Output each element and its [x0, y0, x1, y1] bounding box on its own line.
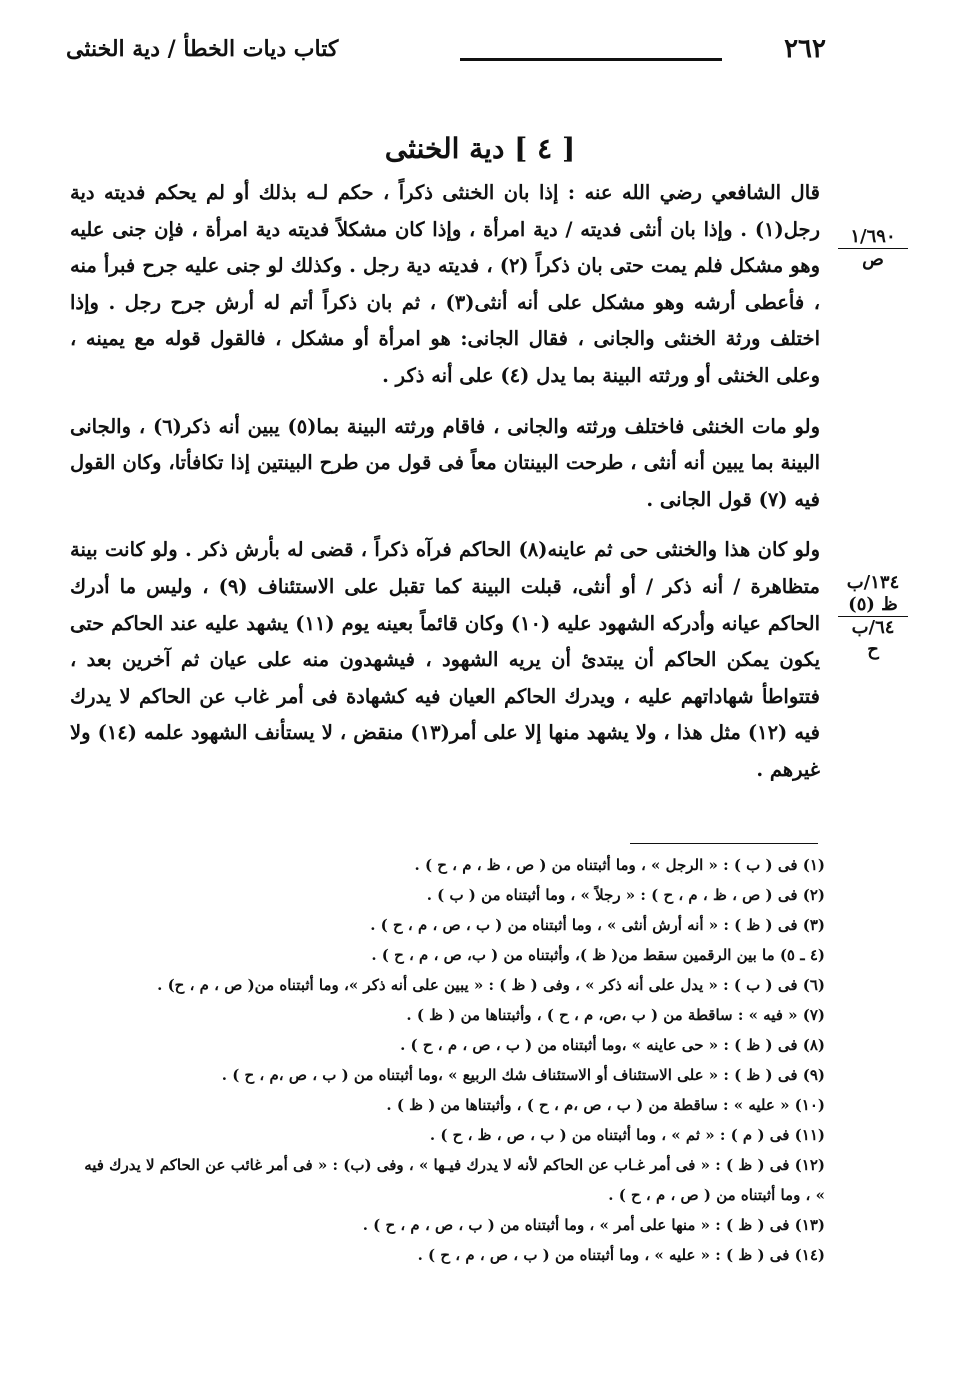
footnote: (١١) فى ( م ) : « ثم » ، وما أثبتناه من ( ب ، ص ، ظ ، ح ) . — [429, 1126, 825, 1144]
margin-ref-line: ١٣٤/ب — [846, 572, 900, 593]
margin-ref-line: ظ (٥) — [838, 594, 908, 617]
footnote: (١٢) فى ( ظ ) : « فى أمر غـاب عن الحاكم لأنه لا يدرك فيـها » ، وفى (ب) : « فى أمر غائب عن الحاكم لا يدرك فيه » ، وما أثبتناه من ( ص ، م ، ح ) . — [84, 1156, 825, 1204]
paragraph: ولو كان هذا والخنثى حى ثم عاينه(٨) الحاكم فرآه ذكراً ، قضى له بأرش ذكر . ولو كانت بينة متظاهرة / أنه ذكر / أو أنثى، قبلت البينة كما تقبل على الاستئناف (٩) ، وليس ما أدرك الحاكم عيانه وأدركه الشهود عليه (١٠) وكان قائماً بعينه يوم (١١) يشهد عليه عند الحاكم حتى يكون يمكن الحاكم أن يبتدئ أن يريه الشهود ، فيشهدون منه على عيان ثم آخرين بعد ، فتتواطأ شهاداتهم عليه ، ويدرك الحاكم العيان فيه كشهادة فى أمر غاب عن الحاكم لا يدرك فيه (١٢) مثل هذا ، ولا يشهد منها إلا على أمر(١٣) منقض ، لا يستأنف الشهود علمه (١٤) ولا غيرهم . — [70, 538, 820, 781]
main-text — [70, 175, 820, 789]
footnote: (١٠) « عليه » : ساقطة من ( ب ، ص ،م ، ح ) ، وأثبتناها من ( ظ ) . — [386, 1096, 825, 1114]
page-header — [66, 28, 826, 76]
margin-ref-line: ٦٤/ب — [851, 617, 895, 638]
margin-ref-folio: ١/٦٩٠ — [838, 226, 908, 249]
section-title: [ ٤ ] دية الخنثى — [384, 132, 576, 165]
header-rule — [460, 58, 722, 61]
paragraph: ولو مات الخنثى فاختلف ورثته والجانى ، فاقام ورثته البينة بما(٥) يبين أنه ذكر(٦) ، والجانى البينة بما يبين أنه أنثى ، طرحت البينتان معاً فى قول من طرح البينتين إذا تكافأتا، وكان القول فيه (٧) قول الجانى . — [70, 414, 820, 511]
footnote: (٣) فى ( ظ ) : « أنه أرش أنثى » ، وما أثبتناه من ( ب ، ص ، م ، ح ) . — [370, 916, 825, 934]
margin-ref-siglum: ص — [862, 249, 884, 270]
footnote: (٤ ـ ٥) ما بين الرقمين سقط من( ظ )، وأثبتناه من ( ب، ص ، م ، ح ) . — [371, 946, 825, 964]
margin-reference-2 — [838, 572, 908, 661]
paragraph: قال الشافعي رضي الله عنه : إذا بان الخنثى ذكراً ، حكم لـه بذلك أو لم يحكم فديته دية رجل(١) . وإذا بان أنثى فديته / دية امرأة ، وإذا كان مشكلاً فديته دية امرأة ، فإن جنى عليه وهو مشكل فلم يمت حتى بان ذكراً (٢) ، فديته دية رجل . وكذلك لو جنى عليه جرح فبرأ منه ، فأعطى أرشه وهو مشكل على أنه أنثى(٣) ، ثم بان ذكراً أتم له أرش جرح رجل . وإذا اختلف ورثة الخنثى والجانى ، فقال الجانى: هو امرأة أو مشكل ، فالقول قوله مع يمينه ، وعلى الخنثى أو ورثته البينة بما يدل (٤) على أنه ذكر . — [70, 181, 820, 387]
page-number: ٢٦٢ — [784, 34, 826, 64]
footnote: (١٣) فى ( ظ ) : « منها على أمر » ، وما أثبتناه من ( ب ، ص ، م ، ح ) . — [362, 1216, 825, 1234]
footnote: (٢) فى ( ص ، ظ ، م ، ح ) : « رجلاً » ، وما أثبتناه من ( ب ) . — [426, 886, 825, 904]
footnote: (١٤) فى ( ظ ) : « عليه » ، وما أثبتناه من ( ب ، ص ، م ، ح ) . — [417, 1246, 825, 1264]
running-title: كتاب ديات الخطأ / دية الخنثى — [66, 36, 339, 62]
footnote: (٩) فى ( ظ ) : « على الاستئناف أو الاستئناف شك الربيع » ،وما أثبتناه من ( ب ، ص ،م ، ح ) . — [221, 1066, 825, 1084]
footnote: (٧) « فيه » : ساقطة من ( ب ،ص، م ، ح ) ، وأثبتناها من ( ظ ) . — [406, 1006, 825, 1024]
footnote-separator — [630, 843, 818, 844]
footnote: (١) فى ( ب ) : « الرجل » ، وما أثبتناه من ( ص ، ظ ، م ، ح ) . — [414, 856, 825, 874]
margin-ref-line: ح — [867, 639, 879, 660]
margin-reference-1 — [838, 226, 908, 271]
footnote: (٦) فى ( ب ) : « يدل على أنه ذكر » ، وفى ( ظ ) : « يبين على أنه ذكر »، وما أثبتناه من( ص ، م ، ح) . — [157, 976, 825, 994]
footnote: (٨) فى ( ظ ) : « حى عاينه » ،وما أثبتناه من ( ب ، ص ، م ، ح ) . — [400, 1036, 825, 1054]
footnotes — [70, 850, 825, 1270]
